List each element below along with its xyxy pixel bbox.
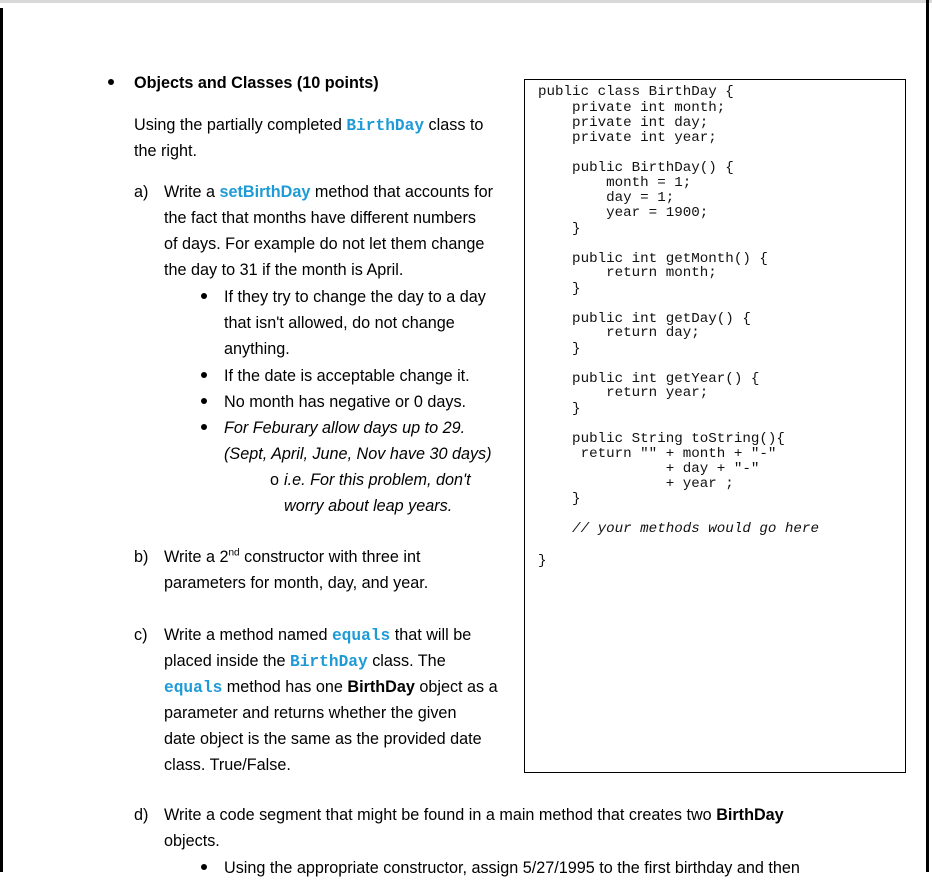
code-line-11: return month; <box>538 265 717 281</box>
part-c-line-2 <box>164 648 446 675</box>
part-b-line-2: parameters for month, day, and year. <box>164 574 429 592</box>
part-a-bullet-1-line-2: that isn't allowed, do not change <box>224 314 455 332</box>
part-a-letter: a) <box>134 183 149 201</box>
part-a-bullet-1 <box>201 293 207 299</box>
part-a-bullet-2 <box>201 372 207 378</box>
part-a-line-4: the day to 31 if the month is April. <box>164 261 404 279</box>
code-line-12: } <box>538 281 581 297</box>
part-a-bullet-4-line-2: (Sept, April, June, Nov have 30 days) <box>224 445 492 463</box>
part-d-bold: BirthDay <box>716 806 784 824</box>
part-c-letter: c) <box>134 626 148 644</box>
intro-text: Using the partially completed <box>134 116 347 134</box>
code-line-21: + day + "-" <box>538 461 760 477</box>
part-a-text-after: method that accounts for <box>310 183 494 201</box>
sub-bullet-line-2: worry about leap years. <box>284 497 453 515</box>
part-c-line-3-after: object as a <box>414 678 498 696</box>
code-line-4: private int year; <box>538 130 717 146</box>
part-a-text: Write a <box>164 183 220 201</box>
part-b-text-after: constructor with three int <box>239 548 421 566</box>
code-line-25: } <box>538 553 547 569</box>
code-line-10: public int getMonth() { <box>538 251 768 267</box>
part-c-line-5: date object is the same as the provided date <box>164 730 482 748</box>
part-c-line-1 <box>164 622 471 649</box>
code-line-14: return day; <box>538 325 700 341</box>
code-line-22: + year ; <box>538 476 734 492</box>
part-d-letter: d) <box>134 806 149 824</box>
part-a-line-1 <box>164 179 493 205</box>
part-a-bullet-3-text: No month has negative or 0 days. <box>224 393 467 411</box>
intro-line-2: the right. <box>134 142 197 160</box>
part-a-bullet-4 <box>201 424 207 430</box>
intro-text-after: class to <box>424 116 484 134</box>
part-d-bullet-1-text: Using the appropriate constructor, assign 5/27/1995 to the first birthday and then <box>224 859 800 877</box>
code-line-9: } <box>538 221 581 237</box>
part-a-method-name: setBirthDay <box>219 183 311 201</box>
left-margin-bar <box>0 8 3 872</box>
part-c-text-after: that will be <box>390 626 472 644</box>
part-d-bullet-1 <box>201 864 207 870</box>
part-c-line-2-text: placed inside the <box>164 652 290 670</box>
sub-bullet-marker: o <box>270 471 280 489</box>
right-margin-bar <box>926 0 929 872</box>
code-line-15: } <box>538 341 581 357</box>
part-a-line-3: of days. For example do not let them change <box>164 235 485 253</box>
part-b-line-1 <box>164 544 420 570</box>
code-line-23: } <box>538 491 581 507</box>
intro-line-1 <box>134 112 483 139</box>
code-line-18: } <box>538 401 581 417</box>
code-line-19: public String toString(){ <box>538 431 785 447</box>
part-a-line-2: the fact that months have different numbers <box>164 209 476 227</box>
code-line-17: return year; <box>538 385 709 401</box>
part-d-text: Write a code segment that might be found in a main method that creates two <box>164 806 717 824</box>
part-c-line-6: class. True/False. <box>164 756 291 774</box>
code-line-6: month = 1; <box>538 175 692 191</box>
part-c-line-3 <box>164 674 498 701</box>
code-line-13: public int getDay() { <box>538 311 751 327</box>
part-b-text: Write a 2 <box>164 548 229 566</box>
part-b-letter: b) <box>134 548 149 566</box>
part-d-line-2: objects. <box>164 832 220 850</box>
part-c-line-3-bold: BirthDay <box>347 678 415 696</box>
code-line-5: public BirthDay() { <box>538 160 734 176</box>
code-line-2: private int month; <box>538 100 726 116</box>
part-c-line-3-text: method has one <box>222 678 348 696</box>
code-line-7: day = 1; <box>538 190 675 206</box>
part-c-line-2-after: class. The <box>367 652 446 670</box>
sub-bullet-line-1: i.e. For this problem, don't <box>284 471 471 489</box>
code-line-8: year = 1900; <box>538 205 709 221</box>
section-bullet <box>108 79 114 85</box>
part-d-line-1 <box>164 802 784 828</box>
part-c-line-3-method: equals <box>164 679 223 697</box>
page-top-border <box>0 0 932 3</box>
part-a-bullet-1-line-3: anything. <box>224 340 290 358</box>
section-title: Objects and Classes (10 points) <box>134 74 379 92</box>
part-a-bullet-4-line-1: For Feburary allow days up to 29. <box>224 419 466 437</box>
code-line-20: return "" + month + "-" <box>538 446 777 462</box>
part-a-bullet-1-line-1: If they try to change the day to a day <box>224 288 486 306</box>
part-a-bullet-3 <box>201 398 207 404</box>
part-b-superscript: nd <box>228 547 240 559</box>
part-c-line-4: parameter and returns whether the given <box>164 704 457 722</box>
part-c-class-name: BirthDay <box>290 653 368 671</box>
intro-class-name: BirthDay <box>346 117 425 135</box>
code-line-16: public int getYear() { <box>538 371 760 387</box>
part-c-text: Write a method named <box>164 626 332 644</box>
code-line-1: public class BirthDay { <box>538 84 734 100</box>
code-line-3: private int day; <box>538 115 709 131</box>
code-comment: // your methods would go here <box>538 521 819 537</box>
part-c-method-name: equals <box>331 627 391 645</box>
part-a-bullet-2-text: If the date is acceptable change it. <box>224 367 470 385</box>
